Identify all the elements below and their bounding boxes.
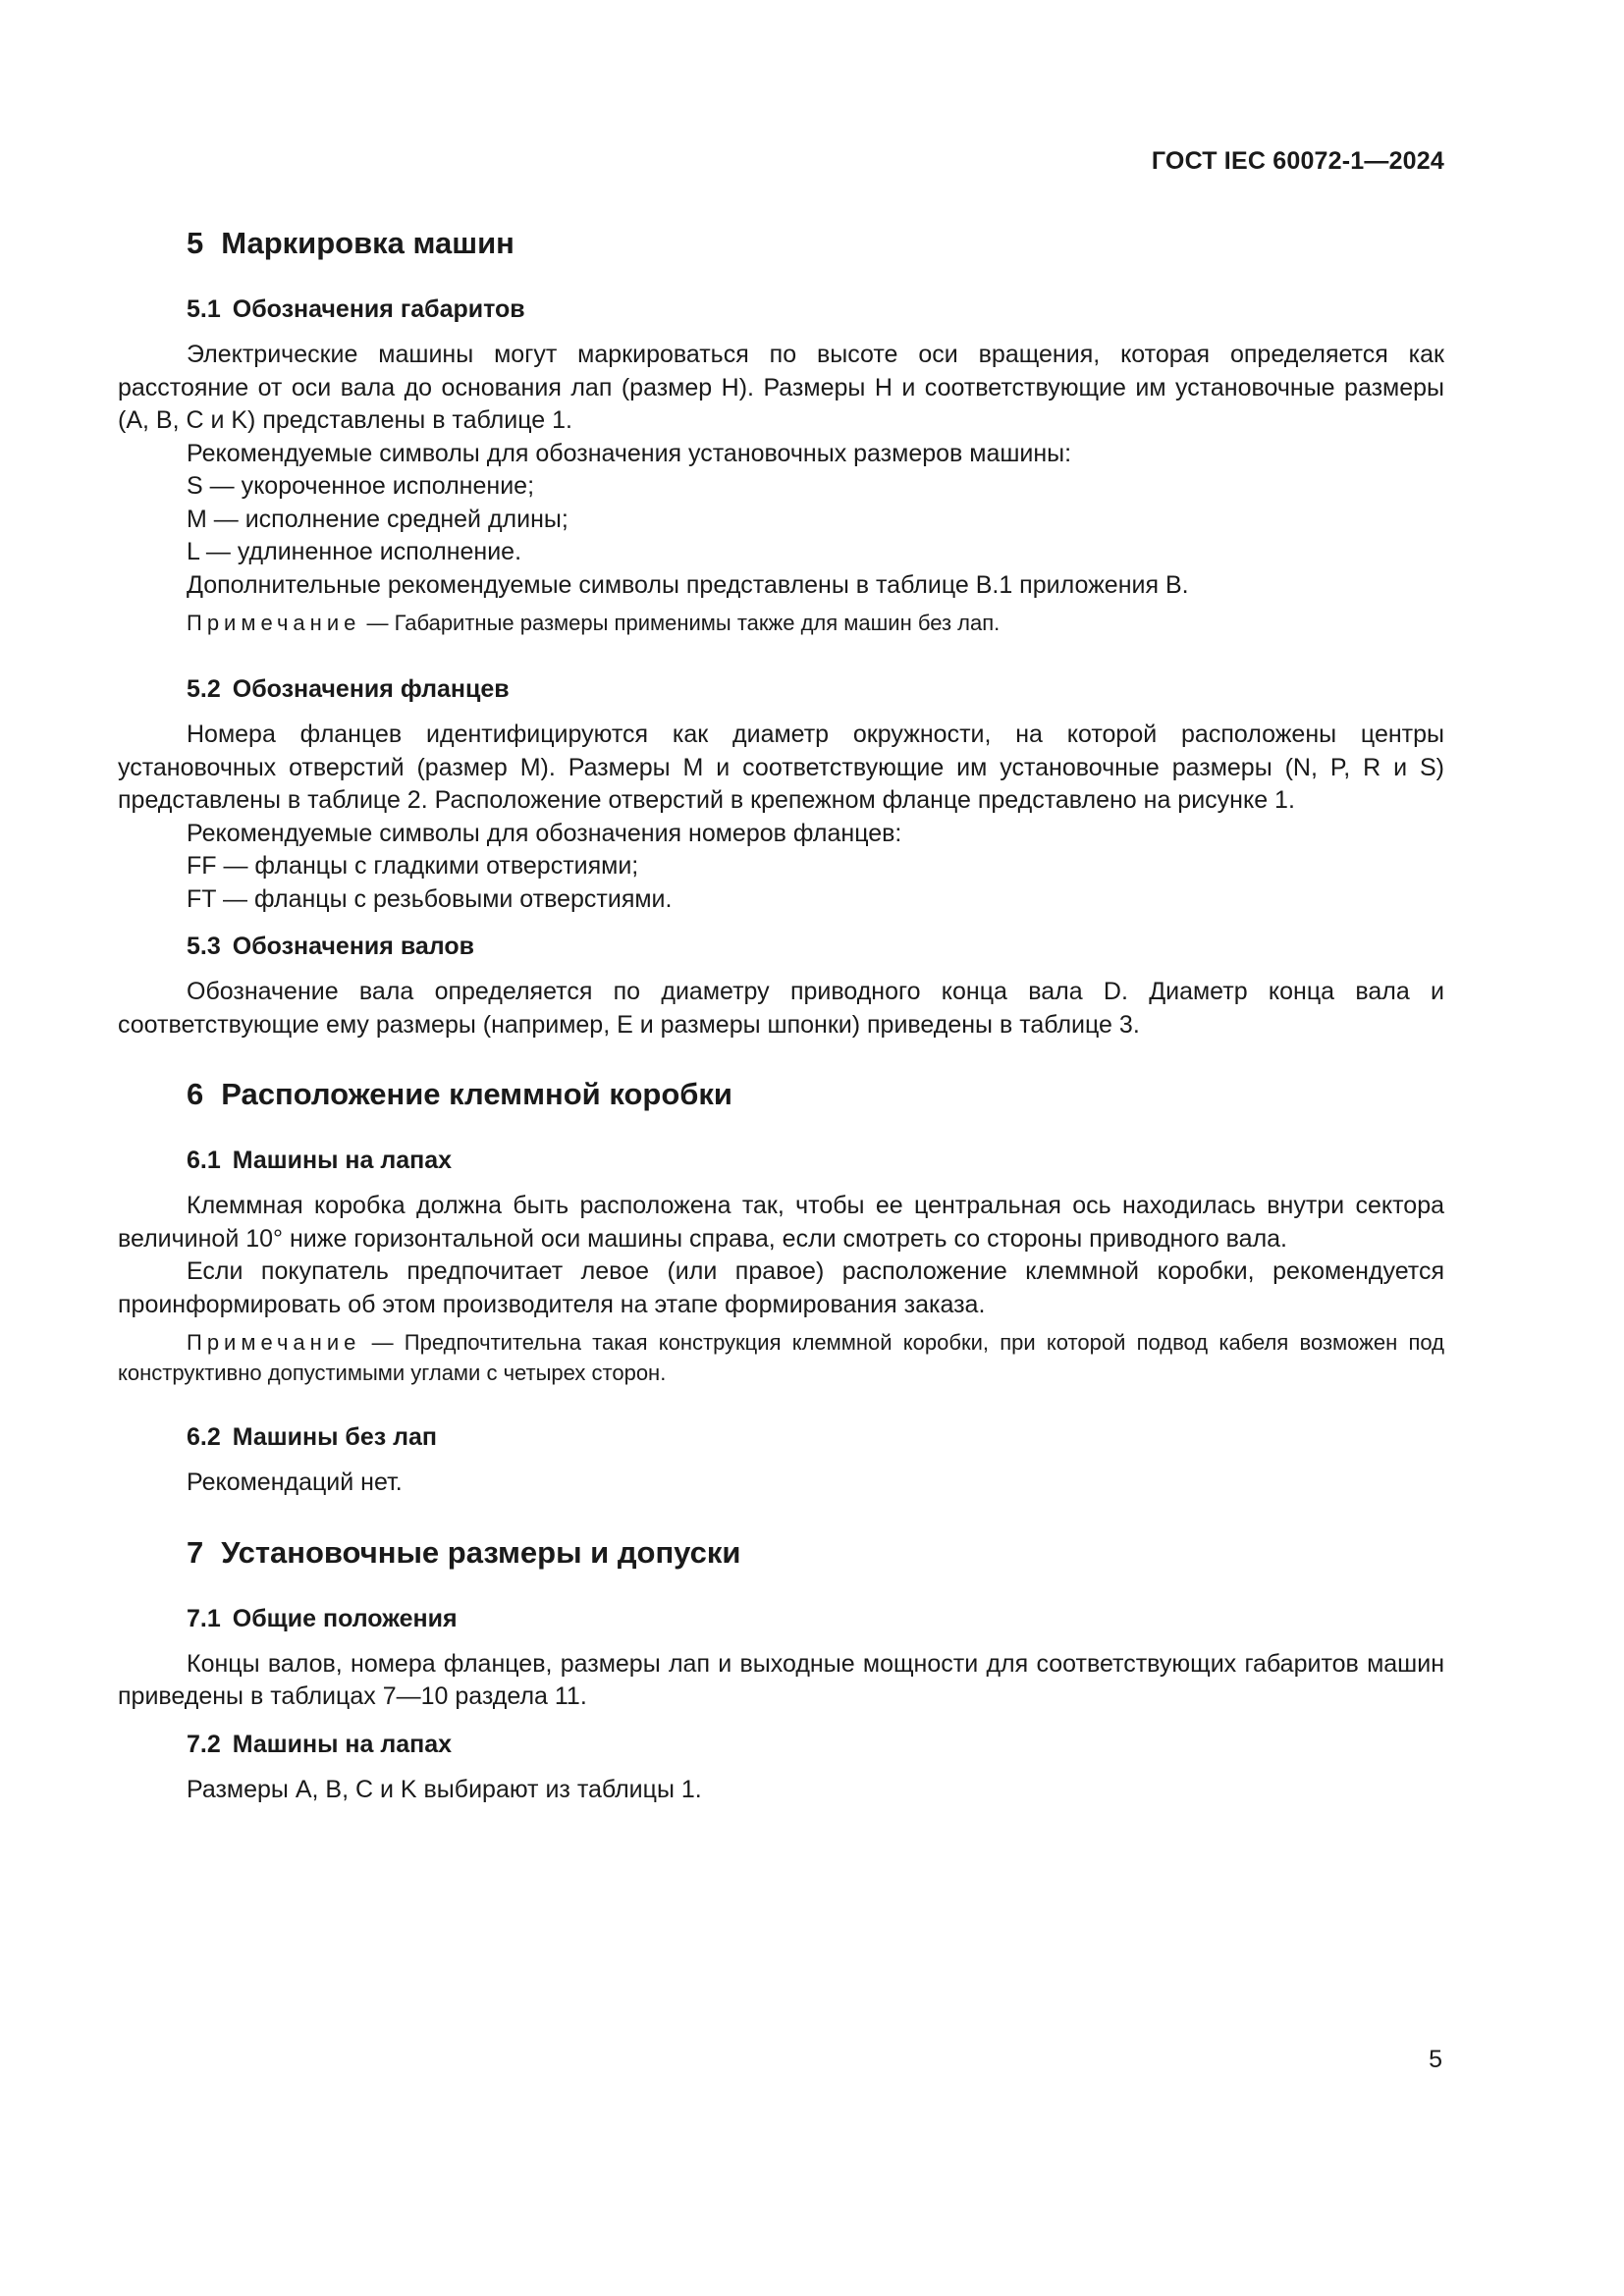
section-title: Установочные размеры и допуски	[221, 1534, 741, 1570]
subsection-number: 5.3	[187, 933, 221, 960]
list-item: S — укороченное исполнение;	[187, 472, 535, 500]
paragraph: Концы валов, номера фланцев, размеры лап и выходные мощности для соответствующих габаритов машин приведены в таблицах 7—10 раздела 11.	[118, 1649, 1444, 1710]
paragraph: Электрические машины могут маркироваться по высоте оси вращения, которая определяется как расстояние от оси вала до основания лап (размер H). Размеры H и соответствующие им установочные размеры (A, B, C и K) представлены в таблице 1.	[118, 341, 1444, 434]
list-item: L — удлиненное исполнение.	[187, 538, 522, 565]
subsection-title: Обозначения фланцев	[232, 675, 510, 703]
note-label: Примечание	[187, 1330, 361, 1355]
subsection-number: 6.2	[187, 1423, 221, 1451]
subsection-title: Машины на лапах	[232, 1147, 453, 1174]
section-7-heading	[118, 1533, 1444, 1573]
paragraph: Рекомендуемые символы для обозначения номеров фланцев:	[187, 819, 902, 847]
paragraph: Обозначение вала определяется по диаметру приводного конца вала D. Диаметр конца вала и соответствующие ему размеры (например, E и размеры шпонки) приведены в таблице 3.	[118, 978, 1444, 1039]
section-title: Маркировка машин	[221, 226, 514, 260]
note-text: — Габаритные размеры применимы также для машин без лап.	[360, 611, 1001, 635]
subsection-title: Машины на лапах	[232, 1730, 453, 1758]
paragraph: Клеммная коробка должна быть расположена так, чтобы ее центральная ось находилась внутри сектора величиной 10° ниже горизонтальной оси машины справа, если смотреть со стороны приводного вала.	[118, 1192, 1444, 1253]
note-label: Примечание	[187, 611, 361, 635]
subsection-number: 7.2	[187, 1730, 221, 1758]
subsection-title: Обозначения валов	[232, 933, 474, 960]
section-number: 7	[187, 1534, 204, 1570]
subsection-7-2-heading	[118, 1729, 1444, 1761]
section-number: 6	[187, 1077, 204, 1111]
document-code: ГОСТ IEC 60072-1—2024	[1151, 147, 1444, 175]
section-title: Расположение клеммной коробки	[221, 1077, 732, 1111]
subsection-number: 6.1	[187, 1147, 221, 1174]
subsection-title: Общие положения	[232, 1604, 458, 1632]
paragraph: Размеры A, B, C и K выбирают из таблицы 1.	[187, 1775, 702, 1803]
subsection-7-1-heading	[118, 1603, 1444, 1635]
note-text: — Предпочтительна такая конструкция клеммной коробки, при которой подвод кабеля возможен под конструктивно допустимыми углами с четырех сторон.	[118, 1330, 1444, 1385]
section-5-heading	[118, 224, 1444, 263]
subsection-6-2-heading	[118, 1421, 1444, 1454]
paragraph: Рекомендуемые символы для обозначения установочных размеров машины:	[187, 439, 1072, 467]
subsection-5-2-heading	[118, 673, 1444, 706]
subsection-number: 5.2	[187, 675, 221, 703]
page-content	[118, 224, 1444, 1806]
subsection-5-1-heading	[118, 294, 1444, 326]
subsection-number: 5.1	[187, 295, 221, 323]
list-item: FT — фланцы с резьбовыми отверстиями.	[187, 884, 673, 913]
paragraph: Номера фланцев идентифицируются как диаметр окружности, на которой расположены центры установочных отверстий (размер M). Размеры M и соответствующие им установочные размеры (N, P, R и S) представлены в таблице 2. Расположение отверстий в крепежном фланце представлено на рисунке 1.	[118, 721, 1444, 814]
section-number: 5	[187, 226, 204, 260]
paragraph: Дополнительные рекомендуемые символы представлены в таблице В.1 приложения В.	[187, 570, 1189, 599]
list-item: FF — фланцы с гладкими отверстиями;	[187, 852, 639, 880]
section-6-heading	[118, 1075, 1444, 1114]
subsection-title: Обозначения габаритов	[232, 295, 525, 323]
subsection-number: 7.1	[187, 1604, 221, 1632]
page-number: 5	[1429, 2046, 1442, 2073]
paragraph: Рекомендаций нет.	[187, 1468, 403, 1496]
subsection-6-1-heading	[118, 1145, 1444, 1177]
note	[118, 608, 1444, 638]
list-item: M — исполнение средней длины;	[187, 505, 568, 533]
paragraph: Если покупатель предпочитает левое (или правое) расположение клеммной коробки, рекомендуется проинформировать об этом производителя на этапе формирования заказа.	[118, 1257, 1444, 1318]
note	[118, 1327, 1444, 1388]
subsection-5-3-heading	[118, 931, 1444, 963]
subsection-title: Машины без лап	[232, 1423, 438, 1451]
